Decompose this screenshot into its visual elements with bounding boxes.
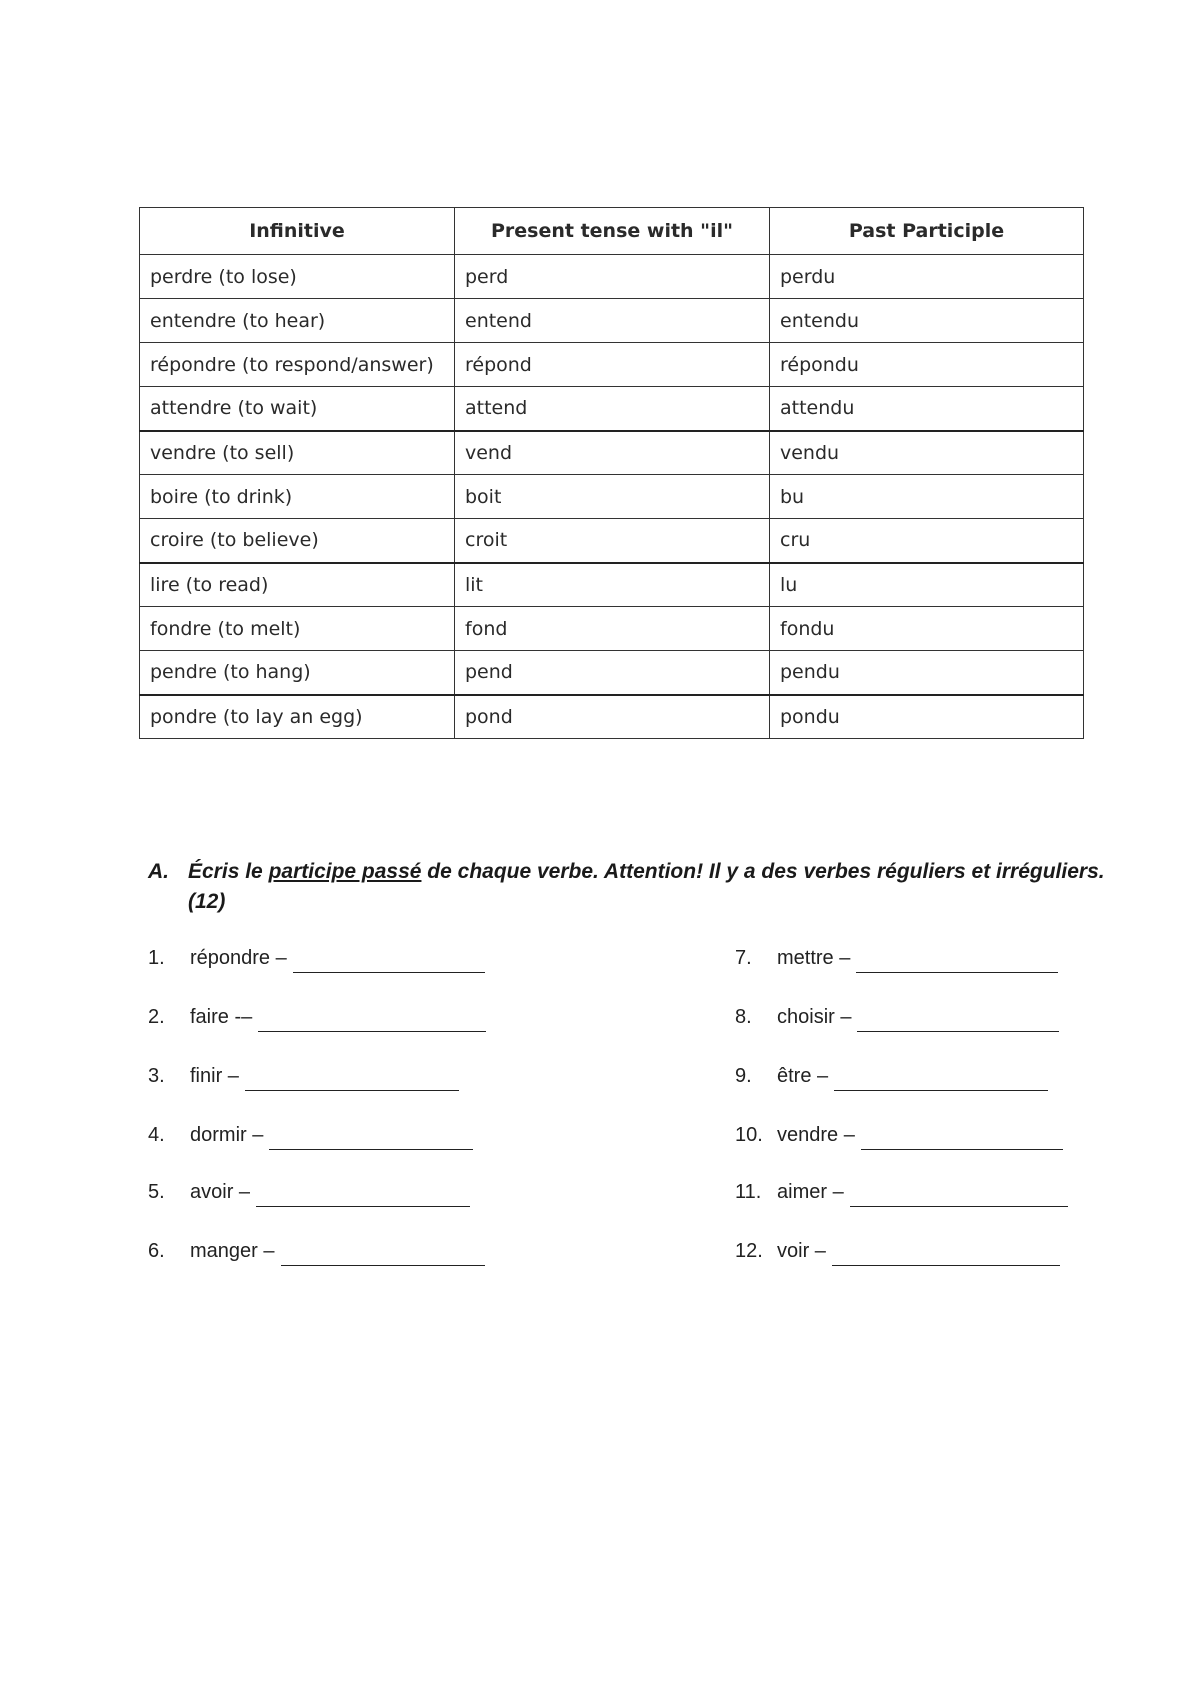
question-verb: dormir –: [190, 1124, 264, 1146]
question-verb: vendre –: [777, 1124, 855, 1146]
cell-infinitive: pendre (to hang): [140, 651, 455, 695]
question-number: 11.: [735, 1181, 762, 1203]
question-verb: choisir –: [777, 1006, 852, 1028]
exercise-heading: [148, 857, 1108, 917]
header-infinitive: Infinitive: [140, 208, 455, 255]
table-row: [140, 563, 1084, 607]
exercise-text-before: Écris le: [188, 860, 269, 883]
question-number: 6.: [148, 1240, 165, 1262]
list-item: [148, 1177, 470, 1207]
question-number: 8.: [735, 1006, 752, 1028]
list-item: [735, 1177, 1068, 1207]
header-past-participle: Past Participle: [770, 208, 1084, 255]
cell-participle: pendu: [770, 651, 1084, 695]
list-item: [735, 943, 1058, 973]
cell-participle: vendu: [770, 431, 1084, 475]
cell-present: lit: [455, 563, 770, 607]
answer-blank[interactable]: [258, 1009, 486, 1032]
question-number: 9.: [735, 1065, 752, 1087]
cell-present: entend: [455, 299, 770, 343]
cell-present: répond: [455, 343, 770, 387]
cell-participle: pondu: [770, 695, 1084, 739]
table-row: [140, 519, 1084, 563]
cell-infinitive: croire (to believe): [140, 519, 455, 563]
cell-infinitive: boire (to drink): [140, 475, 455, 519]
question-verb: aimer –: [777, 1181, 844, 1203]
table-row: [140, 299, 1084, 343]
answer-blank[interactable]: [281, 1243, 485, 1266]
question-verb: manger –: [190, 1240, 275, 1262]
question-verb: mettre –: [777, 947, 851, 969]
verb-conjugation-table: [139, 207, 1084, 739]
exercise-text-after: de chaque verbe. Attention! Il y a des verbes réguliers et irréguliers.: [421, 860, 1105, 883]
question-verb: finir –: [190, 1065, 239, 1087]
list-item: [148, 1002, 486, 1032]
list-item: [735, 1002, 1059, 1032]
list-item: [148, 1061, 459, 1091]
list-item: [735, 1236, 1060, 1266]
table-row: [140, 343, 1084, 387]
cell-infinitive: entendre (to hear): [140, 299, 455, 343]
question-number: 5.: [148, 1181, 165, 1203]
exercise-points: (12): [188, 890, 226, 913]
answer-blank[interactable]: [850, 1184, 1068, 1207]
exercise-letter: A.: [148, 860, 169, 883]
cell-present: boit: [455, 475, 770, 519]
answer-blank[interactable]: [861, 1127, 1063, 1150]
answer-blank[interactable]: [245, 1068, 459, 1091]
question-number: 7.: [735, 947, 752, 969]
table-row: [140, 431, 1084, 475]
table-row: [140, 651, 1084, 695]
cell-infinitive: fondre (to melt): [140, 607, 455, 651]
question-verb: avoir –: [190, 1181, 251, 1203]
list-item: [148, 1236, 485, 1266]
answer-blank[interactable]: [269, 1127, 473, 1150]
question-verb: répondre –: [190, 947, 287, 969]
list-item: [735, 1061, 1048, 1091]
answer-blank[interactable]: [834, 1068, 1048, 1091]
table-header-row: [140, 208, 1084, 255]
table-row: [140, 255, 1084, 299]
cell-participle: fondu: [770, 607, 1084, 651]
cell-infinitive: pondre (to lay an egg): [140, 695, 455, 739]
cell-infinitive: lire (to read): [140, 563, 455, 607]
cell-infinitive: vendre (to sell): [140, 431, 455, 475]
cell-present: fond: [455, 607, 770, 651]
cell-participle: bu: [770, 475, 1084, 519]
cell-infinitive: répondre (to respond/answer): [140, 343, 455, 387]
question-number: 2.: [148, 1006, 165, 1028]
question-number: 4.: [148, 1124, 165, 1146]
cell-participle: lu: [770, 563, 1084, 607]
answer-blank[interactable]: [293, 950, 485, 973]
cell-participle: perdu: [770, 255, 1084, 299]
question-verb: être –: [777, 1065, 829, 1087]
list-item: [148, 943, 485, 973]
cell-present: pond: [455, 695, 770, 739]
question-number: 3.: [148, 1065, 165, 1087]
exercise-underlined-term: participe passé: [268, 860, 422, 883]
cell-participle: cru: [770, 519, 1084, 563]
cell-participle: entendu: [770, 299, 1084, 343]
cell-present: pend: [455, 651, 770, 695]
question-number: 12.: [735, 1240, 763, 1262]
question-verb: faire -–: [190, 1006, 253, 1028]
question-number: 10.: [735, 1124, 763, 1146]
cell-participle: attendu: [770, 387, 1084, 431]
cell-infinitive: perdre (to lose): [140, 255, 455, 299]
table-row: [140, 695, 1084, 739]
answer-blank[interactable]: [857, 1009, 1059, 1032]
table-row: [140, 607, 1084, 651]
answer-blank[interactable]: [256, 1184, 470, 1207]
answer-blank[interactable]: [832, 1243, 1060, 1266]
question-number: 1.: [148, 947, 165, 969]
cell-present: perd: [455, 255, 770, 299]
question-verb: voir –: [777, 1240, 826, 1262]
cell-present: croit: [455, 519, 770, 563]
answer-blank[interactable]: [856, 950, 1058, 973]
exercise-text: [188, 857, 1108, 917]
cell-present: attend: [455, 387, 770, 431]
list-item: [148, 1120, 473, 1150]
exercise-instructions: [148, 857, 1108, 917]
cell-present: vend: [455, 431, 770, 475]
table-row: [140, 475, 1084, 519]
cell-infinitive: attendre (to wait): [140, 387, 455, 431]
table-row: [140, 387, 1084, 431]
list-item: [735, 1120, 1063, 1150]
cell-participle: répondu: [770, 343, 1084, 387]
header-present-tense: Present tense with "il": [455, 208, 770, 255]
